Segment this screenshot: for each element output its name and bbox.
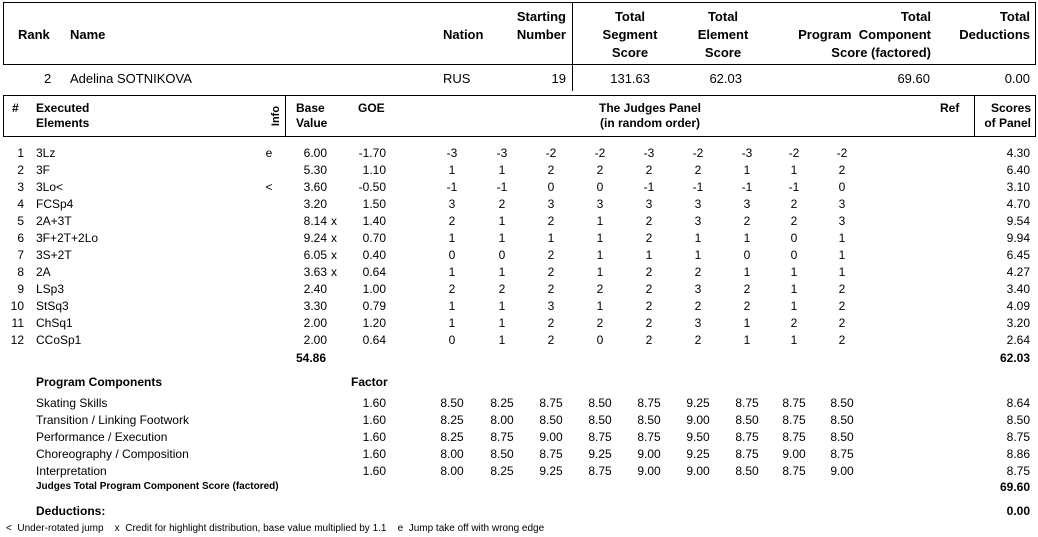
- total-pcs-label: [760, 8, 931, 62]
- element-name: 2A+3T: [36, 214, 72, 228]
- pcs-label-line1: Total: [900, 9, 931, 24]
- element-judge-score: 3: [694, 214, 702, 228]
- total-element-score-label: [675, 8, 771, 62]
- component-judge-score: 8.75: [539, 447, 563, 461]
- component-judge-score: 8.50: [539, 413, 563, 427]
- element-judge-score: 1: [596, 231, 604, 245]
- element-judge-score: 1: [498, 299, 506, 313]
- component-judge-score: 8.50: [490, 447, 514, 461]
- element-judge-score: 2: [645, 265, 653, 279]
- element-name: ChSq1: [36, 316, 73, 330]
- element-judge-score: 1: [498, 214, 506, 228]
- component-name: Choreography / Composition: [36, 447, 189, 461]
- element-judge-score: 2: [645, 214, 653, 228]
- element-judge-score: 1: [448, 231, 456, 245]
- element-judge-score: 3: [547, 197, 555, 211]
- col-goe-label: GOE: [358, 101, 385, 115]
- element-judge-score: 3: [743, 197, 751, 211]
- element-judge-score: 1: [838, 265, 846, 279]
- col-base-label: [296, 101, 327, 131]
- starting-label-line2: Number: [516, 27, 566, 42]
- element-info: e: [265, 146, 273, 160]
- element-judge-score: -2: [788, 146, 800, 160]
- element-judge-score: 1: [645, 248, 653, 262]
- element-judge-score: 2: [694, 333, 702, 347]
- ded-label-line1: Total: [999, 9, 1030, 24]
- legend-footnote: < Under-rotated jump x Credit for highlight distribution, base value multiplied by 1.1 e Jump take off with wrong edge: [6, 523, 545, 534]
- scores-line1: Scores: [990, 101, 1031, 115]
- component-judge-score: 8.75: [539, 396, 563, 410]
- component-judge-score: 8.25: [490, 464, 514, 478]
- component-judge-score: 8.75: [830, 447, 854, 461]
- component-judge-score: 9.25: [588, 447, 612, 461]
- component-judge-score: 9.25: [686, 396, 710, 410]
- element-judge-score: -1: [692, 180, 704, 194]
- element-judge-score: 0: [448, 248, 456, 262]
- component-name: Transition / Linking Footwork: [36, 413, 189, 427]
- component-factor: 1.60: [362, 430, 386, 444]
- component-name: Performance / Execution: [36, 430, 168, 444]
- component-judge-score: 8.50: [830, 430, 854, 444]
- component-judge-score: 8.50: [637, 413, 661, 427]
- element-judge-score: 0: [596, 333, 604, 347]
- component-judge-score: 8.75: [782, 430, 806, 444]
- component-judge-score: 9.00: [782, 447, 806, 461]
- element-judge-score: 2: [547, 333, 555, 347]
- base-line1: Base: [296, 101, 325, 115]
- element-name: FCSp4: [36, 197, 74, 211]
- element-judge-score: 2: [645, 299, 653, 313]
- pcs-total-value: 69.60: [999, 480, 1030, 494]
- component-judge-score: 9.00: [637, 464, 661, 478]
- element-judge-score: 1: [498, 316, 506, 330]
- total-deductions-label: [940, 8, 1030, 44]
- element-judge-score: 3: [694, 282, 702, 296]
- element-judge-score: 3: [645, 197, 653, 211]
- component-judge-score: 8.75: [637, 430, 661, 444]
- element-judge-score: 2: [547, 265, 555, 279]
- element-judge-score: 1: [694, 248, 702, 262]
- element-name: LSp3: [36, 282, 65, 296]
- panel-line2: (in random order): [599, 116, 700, 130]
- element-judge-score: 2: [645, 282, 653, 296]
- element-panel-score: 4.30: [1006, 146, 1030, 160]
- element-goe: 0.64: [362, 333, 386, 347]
- element-number: 3: [17, 180, 24, 194]
- element-judge-score: 2: [790, 214, 798, 228]
- element-judge-score: 2: [743, 299, 751, 313]
- element-goe: 0.70: [362, 231, 386, 245]
- element-judge-score: 2: [547, 282, 555, 296]
- element-name: 2A: [36, 265, 51, 279]
- component-judge-score: 8.25: [440, 430, 464, 444]
- element-judge-score: 1: [596, 265, 604, 279]
- skater-start-number: 19: [551, 71, 566, 86]
- element-judge-score: 1: [743, 163, 751, 177]
- skater-tss: 131.63: [610, 71, 650, 86]
- element-base-value: 3.30: [303, 299, 327, 313]
- element-base-value: 5.30: [303, 163, 327, 177]
- base-line2: Value: [296, 116, 328, 130]
- element-judge-score: -3: [741, 146, 753, 160]
- element-judge-score: -3: [446, 146, 458, 160]
- skater-rank: 2: [44, 71, 52, 86]
- element-judge-score: 2: [694, 265, 702, 279]
- component-factor: 1.60: [362, 413, 386, 427]
- element-base-value: 3.20: [303, 197, 327, 211]
- element-base-value: 6.05: [303, 248, 327, 262]
- component-judge-score: 9.25: [539, 464, 563, 478]
- starting-label-line1: Starting: [516, 9, 566, 24]
- element-panel-score: 6.40: [1006, 163, 1030, 177]
- element-judge-score: 1: [596, 214, 604, 228]
- component-judge-score: 9.00: [686, 413, 710, 427]
- element-panel-score: 4.70: [1006, 197, 1030, 211]
- element-judge-score: 1: [448, 299, 456, 313]
- element-base-value: 9.24: [303, 231, 327, 245]
- element-judge-score: 0: [596, 180, 604, 194]
- element-judge-score: 0: [498, 248, 506, 262]
- rank-label: Rank: [18, 27, 50, 42]
- tes-label-line2: Element: [697, 27, 749, 42]
- component-judge-score: 8.50: [588, 396, 612, 410]
- element-judge-score: 2: [448, 214, 456, 228]
- element-goe: 0.64: [362, 265, 386, 279]
- component-judge-score: 8.00: [440, 447, 464, 461]
- element-number: 10: [10, 299, 24, 313]
- element-judge-score: 2: [498, 197, 506, 211]
- element-judge-score: 2: [547, 248, 555, 262]
- element-judge-score: 2: [448, 282, 456, 296]
- element-goe: -0.50: [358, 180, 386, 194]
- element-number: 9: [17, 282, 24, 296]
- divider: [572, 65, 573, 91]
- element-name: 3Lo<: [36, 180, 64, 194]
- element-panel-score: 4.09: [1006, 299, 1030, 313]
- element-judge-score: -2: [692, 146, 704, 160]
- component-factor: 1.60: [362, 447, 386, 461]
- element-judge-score: -3: [643, 146, 655, 160]
- element-judge-score: 2: [743, 214, 751, 228]
- component-judge-score: 8.50: [830, 413, 854, 427]
- element-judge-score: 2: [838, 316, 846, 330]
- element-panel-score: 4.27: [1006, 265, 1030, 279]
- component-judge-score: 8.50: [735, 464, 759, 478]
- element-judge-score: 1: [596, 248, 604, 262]
- component-judge-score: 8.00: [490, 413, 514, 427]
- element-judge-score: 1: [743, 231, 751, 245]
- element-goe: 1.20: [362, 316, 386, 330]
- element-judge-score: 2: [596, 163, 604, 177]
- element-base-value: 3.63: [303, 265, 327, 279]
- base-value-total: 54.86: [295, 351, 326, 365]
- element-number: 5: [17, 214, 24, 228]
- element-panel-score: 3.40: [1006, 282, 1030, 296]
- component-judge-score: 8.25: [490, 396, 514, 410]
- component-panel-score: 8.64: [1006, 396, 1030, 410]
- component-judge-score: 8.75: [588, 464, 612, 478]
- component-name: Skating Skills: [36, 396, 108, 410]
- element-name: 3F+2T+2Lo: [36, 231, 99, 245]
- element-goe: 0.40: [362, 248, 386, 262]
- element-judge-score: 2: [743, 282, 751, 296]
- element-info: <: [265, 180, 273, 194]
- element-judge-score: 0: [547, 180, 555, 194]
- element-judge-score: -1: [643, 180, 655, 194]
- element-judge-score: 2: [838, 333, 846, 347]
- component-judge-score: 9.25: [686, 447, 710, 461]
- element-number: 7: [17, 248, 24, 262]
- component-judge-score: 9.00: [637, 447, 661, 461]
- element-number: 1: [17, 146, 24, 160]
- element-judge-score: 0: [838, 180, 846, 194]
- element-number: 12: [10, 333, 24, 347]
- col-scores-label: [975, 101, 1031, 131]
- element-judge-score: 0: [448, 333, 456, 347]
- element-judge-score: 2: [498, 282, 506, 296]
- executed-line2: Elements: [36, 116, 90, 130]
- component-judge-score: 8.75: [782, 464, 806, 478]
- component-judge-score: 9.00: [830, 464, 854, 478]
- tss-label-line2: Segment: [602, 27, 658, 42]
- element-judge-score: 3: [694, 197, 702, 211]
- element-judge-score: 2: [838, 299, 846, 313]
- component-judge-score: 8.50: [830, 396, 854, 410]
- element-judge-score: 1: [448, 163, 456, 177]
- component-judge-score: 8.75: [735, 396, 759, 410]
- tes-label-line1: Total: [707, 9, 739, 24]
- element-judge-score: 2: [694, 163, 702, 177]
- element-judge-score: 2: [547, 214, 555, 228]
- element-name: 3Lz: [36, 146, 56, 160]
- element-judge-score: 1: [790, 265, 798, 279]
- factor-label: Factor: [351, 375, 388, 389]
- component-judge-score: 8.50: [588, 413, 612, 427]
- element-base-x-flag: x: [331, 214, 337, 228]
- element-judge-score: 1: [743, 316, 751, 330]
- starting-number-label: [490, 8, 566, 44]
- component-judge-score: 9.00: [539, 430, 563, 444]
- nation-label: Nation: [443, 27, 484, 42]
- skater-name: Adelina SOTNIKOVA: [70, 71, 192, 86]
- element-judge-score: 1: [498, 333, 506, 347]
- element-judge-score: -1: [496, 180, 508, 194]
- component-name: Interpretation: [36, 464, 107, 478]
- element-judge-score: 1: [498, 265, 506, 279]
- element-judge-score: 3: [694, 316, 702, 330]
- component-judge-score: 8.50: [735, 413, 759, 427]
- pcs-label-line2: Program Component: [798, 27, 931, 42]
- component-factor: 1.60: [362, 464, 386, 478]
- component-judge-score: 8.00: [440, 464, 464, 478]
- element-name: 3F: [36, 163, 51, 177]
- element-judge-score: 2: [838, 282, 846, 296]
- element-judge-score: -2: [545, 146, 557, 160]
- element-judge-score: 2: [645, 316, 653, 330]
- element-judge-score: 1: [448, 316, 456, 330]
- element-judge-score: 0: [790, 248, 798, 262]
- skater-deductions: 0.00: [1004, 71, 1030, 86]
- component-judge-score: 9.50: [686, 430, 710, 444]
- element-judge-score: 3: [547, 299, 555, 313]
- element-panel-score: 2.64: [1006, 333, 1030, 347]
- element-judge-score: -1: [788, 180, 800, 194]
- element-name: StSq3: [36, 299, 69, 313]
- col-info-label: Info: [270, 105, 282, 127]
- program-components-label: Program Components: [36, 375, 163, 389]
- element-base-value: 6.00: [303, 146, 327, 160]
- element-judge-score: -2: [836, 146, 848, 160]
- element-judge-score: 2: [596, 316, 604, 330]
- element-judge-score: 1: [498, 163, 506, 177]
- element-judge-score: 1: [547, 231, 555, 245]
- element-judge-score: 2: [645, 163, 653, 177]
- element-base-x-flag: x: [331, 248, 337, 262]
- element-panel-score: 9.94: [1006, 231, 1030, 245]
- tss-label-line1: Total: [614, 9, 646, 24]
- skater-nation: RUS: [443, 71, 471, 86]
- element-base-value: 2.00: [303, 316, 327, 330]
- col-executed-label: [36, 101, 89, 131]
- col-number-label: #: [12, 101, 19, 115]
- element-base-value: 3.60: [303, 180, 327, 194]
- element-judge-score: 2: [790, 197, 798, 211]
- component-judge-score: 8.75: [735, 430, 759, 444]
- element-judge-score: 3: [838, 197, 846, 211]
- element-judge-score: 1: [498, 231, 506, 245]
- element-judge-score: -1: [446, 180, 458, 194]
- element-judge-score: 1: [743, 333, 751, 347]
- element-number: 8: [17, 265, 24, 279]
- executed-line1: Executed: [36, 101, 90, 115]
- element-base-value: 2.00: [303, 333, 327, 347]
- element-judge-score: 2: [645, 231, 653, 245]
- component-judge-score: 8.50: [440, 396, 464, 410]
- element-judge-score: 1: [790, 163, 798, 177]
- component-judge-score: 8.25: [440, 413, 464, 427]
- element-panel-score: 3.20: [1006, 316, 1030, 330]
- skater-pcs: 69.60: [897, 71, 930, 86]
- component-judge-score: 8.75: [782, 396, 806, 410]
- pcs-total-label: Judges Total Program Component Score (factored): [36, 481, 279, 492]
- col-judges-panel-label: [570, 101, 730, 131]
- divider: [285, 95, 286, 137]
- element-number: 11: [11, 316, 24, 330]
- component-judge-score: 8.75: [735, 447, 759, 461]
- component-judge-score: 8.75: [637, 396, 661, 410]
- element-judge-score: 1: [448, 265, 456, 279]
- divider: [572, 2, 573, 65]
- element-number: 2: [17, 163, 24, 177]
- element-panel-score: 9.54: [1006, 214, 1030, 228]
- element-judge-score: 1: [790, 282, 798, 296]
- element-judge-score: 1: [790, 333, 798, 347]
- component-judge-score: 9.00: [686, 464, 710, 478]
- ded-label-line2: Deductions: [959, 27, 1030, 42]
- pcs-label-line3: Score (factored): [831, 45, 931, 60]
- elements-score-total: 62.03: [999, 351, 1030, 365]
- element-judge-score: -2: [594, 146, 606, 160]
- component-judge-score: 8.75: [588, 430, 612, 444]
- element-judge-score: 2: [547, 163, 555, 177]
- element-goe: 1.40: [362, 214, 386, 228]
- element-judge-score: 3: [838, 214, 846, 228]
- element-judge-score: 2: [645, 333, 653, 347]
- element-judge-score: 2: [790, 316, 798, 330]
- tes-label-line3: Score: [704, 45, 742, 60]
- element-judge-score: 1: [694, 231, 702, 245]
- element-panel-score: 3.10: [1006, 180, 1030, 194]
- name-label: Name: [70, 27, 106, 42]
- element-judge-score: 2: [838, 163, 846, 177]
- deductions-value: 0.00: [1006, 504, 1030, 518]
- component-panel-score: 8.86: [1006, 447, 1030, 461]
- element-base-x-flag: x: [331, 265, 337, 279]
- component-factor: 1.60: [362, 396, 386, 410]
- component-panel-score: 8.75: [1006, 464, 1030, 478]
- element-goe: 1.50: [362, 197, 386, 211]
- element-judge-score: 1: [838, 248, 846, 262]
- element-panel-score: 6.45: [1006, 248, 1030, 262]
- component-judge-score: 8.75: [490, 430, 514, 444]
- col-ref-label: Ref: [940, 101, 960, 115]
- element-number: 6: [17, 231, 24, 245]
- element-goe: 1.00: [362, 282, 386, 296]
- tss-label-line3: Score: [611, 45, 649, 60]
- element-goe: 0.79: [362, 299, 386, 313]
- element-judge-score: 2: [694, 299, 702, 313]
- element-base-value: 8.14: [303, 214, 327, 228]
- element-judge-score: 1: [596, 299, 604, 313]
- scores-line2: of Panel: [984, 116, 1031, 130]
- panel-line1: The Judges Panel: [598, 101, 702, 115]
- element-goe: -1.70: [358, 146, 386, 160]
- skater-tes: 62.03: [709, 71, 742, 86]
- component-panel-score: 8.75: [1006, 430, 1030, 444]
- element-judge-score: -1: [741, 180, 753, 194]
- deductions-label: Deductions:: [36, 504, 106, 518]
- total-segment-score-label: [582, 8, 678, 62]
- element-goe: 1.10: [362, 163, 386, 177]
- element-judge-score: 3: [448, 197, 456, 211]
- element-judge-score: 1: [790, 299, 798, 313]
- component-judge-score: 8.75: [782, 413, 806, 427]
- element-name: CCoSp1: [36, 333, 82, 347]
- element-number: 4: [17, 197, 24, 211]
- element-judge-score: -3: [496, 146, 508, 160]
- element-name: 3S+2T: [36, 248, 72, 262]
- element-judge-score: 2: [547, 316, 555, 330]
- element-base-x-flag: x: [331, 231, 337, 245]
- element-judge-score: 0: [790, 231, 798, 245]
- element-judge-score: 1: [743, 265, 751, 279]
- element-judge-score: 2: [596, 282, 604, 296]
- component-panel-score: 8.50: [1006, 413, 1030, 427]
- element-judge-score: 3: [596, 197, 604, 211]
- element-base-value: 2.40: [303, 282, 327, 296]
- elements-header-box: [3, 95, 1036, 137]
- element-judge-score: 1: [838, 231, 846, 245]
- element-judge-score: 0: [743, 248, 751, 262]
